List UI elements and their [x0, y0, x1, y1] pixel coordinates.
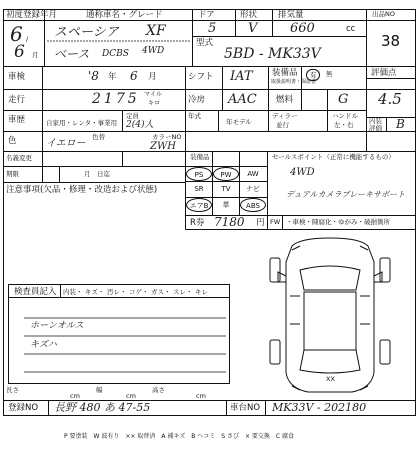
dealer-label: ディラー [272, 112, 298, 120]
history-label: 車歴 [8, 115, 26, 125]
height-label: 高さ [152, 386, 165, 394]
recycle-label: R券 [190, 218, 205, 228]
registration-year: 6 [14, 42, 25, 62]
shape-value: V [248, 21, 258, 36]
lot-number: 38 [381, 32, 401, 50]
sale-point-2: デュアルカメラブレーキサポート [286, 190, 406, 199]
registration-month: 6 [10, 22, 23, 46]
legend: P 要塗装 W 波有り ×× 取替済 A 補キズ B ヘコミ S さび × 要交換 C 腐食 [64, 433, 294, 440]
base-label: ベース [54, 47, 90, 61]
inspector-check-item: 汚レ・ [107, 288, 127, 296]
displacement-unit: cc [346, 24, 356, 34]
fw-text: ・車検・陳腐化・ゆがみ・破損箇所 [286, 218, 390, 226]
color-change-label: 色替 [92, 133, 105, 141]
handle-label: ハンドル [332, 112, 358, 120]
score-value: 4.5 [378, 90, 402, 108]
color-no-value: ZWH [150, 141, 176, 152]
first-registration-label: 初度登録年月 [6, 10, 58, 20]
equipment-yes: 有 [306, 69, 320, 81]
equipment-item: SR [194, 185, 204, 193]
registration-year-unit: 月 [32, 51, 39, 59]
inspector-check-item: キズ・ [85, 288, 105, 296]
door-label: ドア [198, 10, 215, 20]
inspector-note-2: キズハ [30, 340, 57, 350]
color-value: イエロー [46, 138, 86, 149]
height-unit: cm [196, 392, 206, 400]
seating-label: 定員 [126, 112, 139, 120]
length-unit: cm [70, 392, 80, 400]
car-name: スペーシア [54, 25, 119, 40]
auction-sheet: 初度登録年月 通称車名・グレード ドア 形状 排気量 出品NO 6 / 6 月 スペーシア XF ベース DCBS 4WD 5 V 660 cc 型式 5BD - MK33V 38 車検 '8 年 6 月 シフト IAT 装備品 取扱説明書・保証書 有 無 評価点 走行 2175 マイル キロ 冷房 AAC 燃料 G 4.5 車歴 自家用・レンタ・事業用 定員 2(4)人 年式 年モデル ディラー 並行 ハンドル 左・右 内装 評価 B 色 イエロー 色替 カラーNO ZWH 名義変更 期限 月 日迄 注意事項(欠品・修理・改造および状態) 装備品 セールスポイント（正常に機能するもの） 4WD デュアルカメラブレーキサポート PS PW AW SR TV ナビ エアB 革 ABS R券 7180 円 FW ・車検・陳腐化・ゆがみ・破損箇所 検査員記入 内装・ キズ・ 汚レ・ コゲ・ ガス・ スレ・ キレ ホーンオルス キズハ XX 長さ cm 幅 cm 高さ cm 登録NO 長野 480 あ 47-55 車台NO MK33V - 202180 P 要塗装 W 波有り ×× 取替済 A 補キズ B ヘコミ S さび × 要交換 C 腐食 [0, 0, 420, 450]
equipment-item: 革 [222, 201, 230, 209]
equipment-item: ナビ [246, 185, 260, 193]
inspector-note-1: ホーンオルス [30, 321, 84, 331]
deadline-value: 月 日迄 [84, 170, 110, 178]
interior-sub: 評価 [369, 124, 382, 132]
shift-value: IAT [230, 69, 253, 84]
km-unit: キロ [148, 100, 161, 107]
length-label: 長さ [6, 386, 19, 394]
inspection-month: 6 [130, 69, 138, 83]
equipment-item: PS [186, 167, 212, 181]
grade: XF [146, 23, 166, 39]
inspector-check-item: コゲ・ [129, 288, 149, 296]
equipment-item: TV [221, 185, 231, 193]
aircon-label: 冷房 [188, 95, 206, 105]
door-count: 5 [208, 21, 217, 36]
score-label: 評価点 [371, 68, 397, 78]
inspector-check-item: キレ [195, 288, 208, 296]
chassis-label: 車台NO [230, 403, 261, 413]
inspector-check-item: 内装・ [63, 288, 83, 296]
reg-no-value: 長野 480 あ 47-55 [54, 401, 151, 414]
recycle-value: 7180 [214, 215, 245, 229]
history-options: 自家用・レンタ・事業用 [46, 119, 118, 127]
equipment-item: AW [247, 170, 259, 178]
mileage-value: 2175 [92, 91, 140, 107]
interior-value: B [396, 117, 405, 131]
inspection-label: 車検 [8, 72, 26, 82]
inspector-check-item: スレ・ [173, 288, 193, 296]
aircon-value: AAC [228, 92, 257, 107]
notes-label: 注意事項(欠品・修理・改造および状態) [6, 185, 158, 195]
name-change-label: 名義変更 [6, 154, 32, 162]
inspection-year-unit: 年 [108, 72, 117, 82]
width-unit: cm [126, 392, 136, 400]
equipment-item: PW [213, 167, 239, 181]
equipment-label: 装備品 [272, 68, 298, 78]
fuel-label: 燃料 [276, 95, 294, 105]
displacement-label: 排気量 [278, 10, 304, 20]
shift-label: シフト [188, 72, 214, 82]
color-label: 色 [8, 136, 17, 146]
deadline-label: 期限 [6, 170, 19, 178]
color-no-label: カラーNO [152, 133, 182, 141]
sale-point-label: セールスポイント（正常に機能するもの） [272, 153, 395, 161]
reg-no-label: 登録NO [8, 403, 39, 413]
mileage-label: 走行 [8, 95, 26, 105]
interior-label: 内装 [369, 117, 382, 125]
handle-value: 左・右 [334, 121, 354, 129]
equipment-title: 装備品 [190, 153, 210, 161]
inspector-check-item: ガス・ [151, 288, 171, 296]
equipment-item: ABS [240, 198, 266, 212]
fuel-value: G [338, 92, 349, 107]
equipment-sub: 取扱説明書・保証書 [271, 79, 317, 85]
equipment-item: エアB [186, 198, 212, 212]
model-type-value: 5BD - MK33V [224, 46, 321, 62]
dcbs-text: DCBS [102, 49, 129, 59]
shape-label: 形状 [240, 10, 258, 20]
drive-text: 4WD [142, 46, 165, 56]
fw-label: FW [270, 218, 281, 226]
sale-point-1: 4WD [290, 167, 315, 178]
diagram-mark: XX [326, 375, 335, 383]
model-year-label: 年式 [188, 112, 201, 120]
model-year-unit: 年モデル [226, 118, 252, 126]
recycle-unit: 円 [256, 218, 265, 228]
dealer-value: 並行 [276, 121, 289, 129]
model-type-label: 型式 [196, 38, 214, 48]
width-label: 幅 [96, 386, 103, 394]
mileage-unit: マイル [144, 91, 162, 98]
inspector-label: 検査員記入 [14, 287, 57, 297]
inspection-month-unit: 月 [148, 72, 157, 82]
seating-value: 2(4)人 [126, 120, 154, 130]
inspection-year: '8 [88, 69, 99, 83]
model-grade-label: 通称車名・グレード [86, 10, 163, 20]
displacement-value: 660 [290, 21, 315, 36]
auction-no-label: 出品NO [372, 10, 395, 18]
chassis-value: MK33V - 202180 [272, 401, 367, 414]
